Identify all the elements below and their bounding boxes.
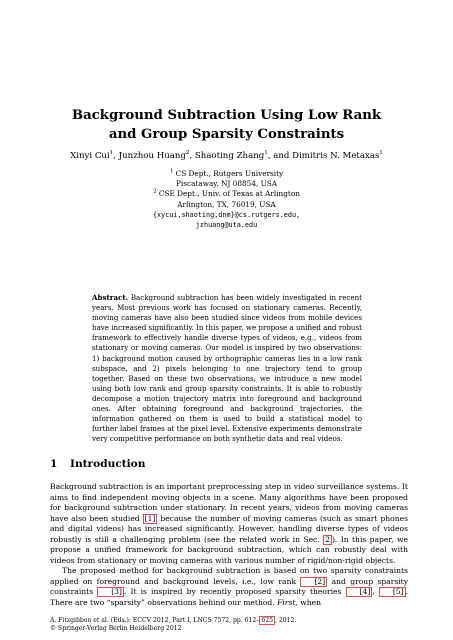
affil-line: CSE Dept., Univ. of Texas at Arlington: [158, 189, 300, 199]
text-run: and group sparsity constraints: [50, 576, 408, 596]
page-range-link[interactable]: 625: [261, 617, 273, 624]
author-name: Shaoting Zhang: [194, 151, 265, 161]
affil-address: Piscataway, NJ 08854, USA: [176, 179, 277, 189]
text-run: because the number of moving cameras (such as smart phones and digital videos) has increased significantly. However, handling diverse types of videos robustly is still a challenging problem (see the related work in Sec.: [50, 513, 409, 544]
title-line-1: Background Subtraction Using Low Rank: [71, 108, 382, 123]
author-separator: ,: [113, 151, 119, 161]
citation-link[interactable]: [5]: [379, 587, 406, 597]
paragraph: [50, 482, 408, 566]
email-line: {xycui,shaoting,dnm}@cs.rutgers.edu,: [152, 210, 301, 219]
author-list: [20, 151, 433, 162]
text-run: A. Fitzgibbon et al. (Eds.): ECCV 2012, Part I, LNCS 7572, pp. 612–: [50, 617, 260, 624]
text-run: when: [297, 597, 322, 607]
author-affil-mark: 1: [379, 150, 383, 157]
page-footer: [50, 617, 410, 634]
section-heading: [50, 458, 145, 470]
citation-link[interactable]: [4]: [346, 587, 373, 597]
affil-mark: 1: [169, 168, 174, 175]
text-run: , 2012.: [274, 617, 297, 624]
emphasis: First,: [277, 597, 298, 607]
affiliations: [60, 169, 393, 230]
author-affil-mark: 2: [185, 150, 190, 157]
citation-link[interactable]: [3]: [97, 587, 124, 597]
abstract-text: Background subtraction has been widely investigated in recent years. Most previous work has focused on stationary cameras. Recently, moving cameras have also been studied since videos from mobile devices have increased significantly. In this paper, we propose a unified and robust framework to effectively handle diverse types of videos, e.g., videos from stationary or moving cameras. Our model is inspired by two observations: 1) background motion caused by orthographic cameras lies in a low rank subspace, and 2) pixels belonging to one trajectory tend to group together. Based on these two observations, we introduce a new model using both low rank and group sparsity constraints. It is able to robustly decompose a motion trajectory matrix into foreground and background ones. After obtaining foreground and background trajectories, the information gathered on them is used to build a statistical model to further label frames at the pixel level. Extensive experiments demonstrate very competitive performance on both synthetic data and real videos.: [92, 293, 362, 444]
affil-address: Arlington, TX, 76019, USA: [177, 199, 276, 209]
text-run: Background subtraction is an important preprocessing step in video surveillance systems. It aims to find independent moving objects in a scene. Many algorithms have been proposed for background subtraction under stationary. In recent years, videos from moving cameras have also been studied: [50, 482, 408, 523]
author-affil-mark: 1: [109, 150, 114, 157]
affil-mark: 2: [153, 188, 157, 195]
paragraph: [50, 566, 408, 608]
text-run: The proposed method for background subtraction is based on two sparsity constraints applied on foreground and background levels, i.e., low rank: [50, 566, 408, 586]
section-link[interactable]: 2: [325, 534, 330, 544]
author-name: Dimitris N. Metaxas: [292, 151, 380, 161]
intro-body: [50, 482, 408, 608]
author-separator: , and: [267, 151, 293, 161]
text-run: . It is inspired by recently proposed sparsity theories: [123, 587, 346, 596]
text-run: . There are two “sparsity” observations behind our method.: [50, 587, 408, 607]
abstract-label: Abstract.: [92, 293, 129, 302]
affil-line: CS Dept., Rutgers University: [175, 169, 284, 178]
author-name: Xinyi Cui: [70, 151, 110, 161]
affiliation-2: [60, 189, 393, 199]
text-run: ,: [372, 587, 379, 596]
title-line-2: and Group Sparsity Constraints: [108, 127, 345, 142]
citation-line: [50, 617, 410, 625]
author-separator: ,: [189, 151, 195, 161]
author-name: Junzhou Huang: [118, 151, 186, 161]
text-run: ). In this paper, we propose a unified framework for background subtraction, which can robustly deal with videos from stationary or moving cameras with various number of rigid/non-rigid objects.: [50, 534, 408, 565]
author-affil-mark: 1: [264, 150, 268, 157]
abstract: [92, 293, 362, 444]
paper-title: [40, 106, 413, 144]
section-title: Introduction: [70, 458, 146, 470]
email-line: jzhuang@uta.edu: [195, 221, 258, 230]
citation-link[interactable]: [2]: [300, 577, 327, 587]
affiliation-1: [60, 169, 393, 179]
section-number: 1: [50, 458, 58, 470]
citation-link[interactable]: [1]: [144, 513, 156, 523]
copyright-line: © Springer-Verlag Berlin Heidelberg 2012: [50, 625, 182, 633]
